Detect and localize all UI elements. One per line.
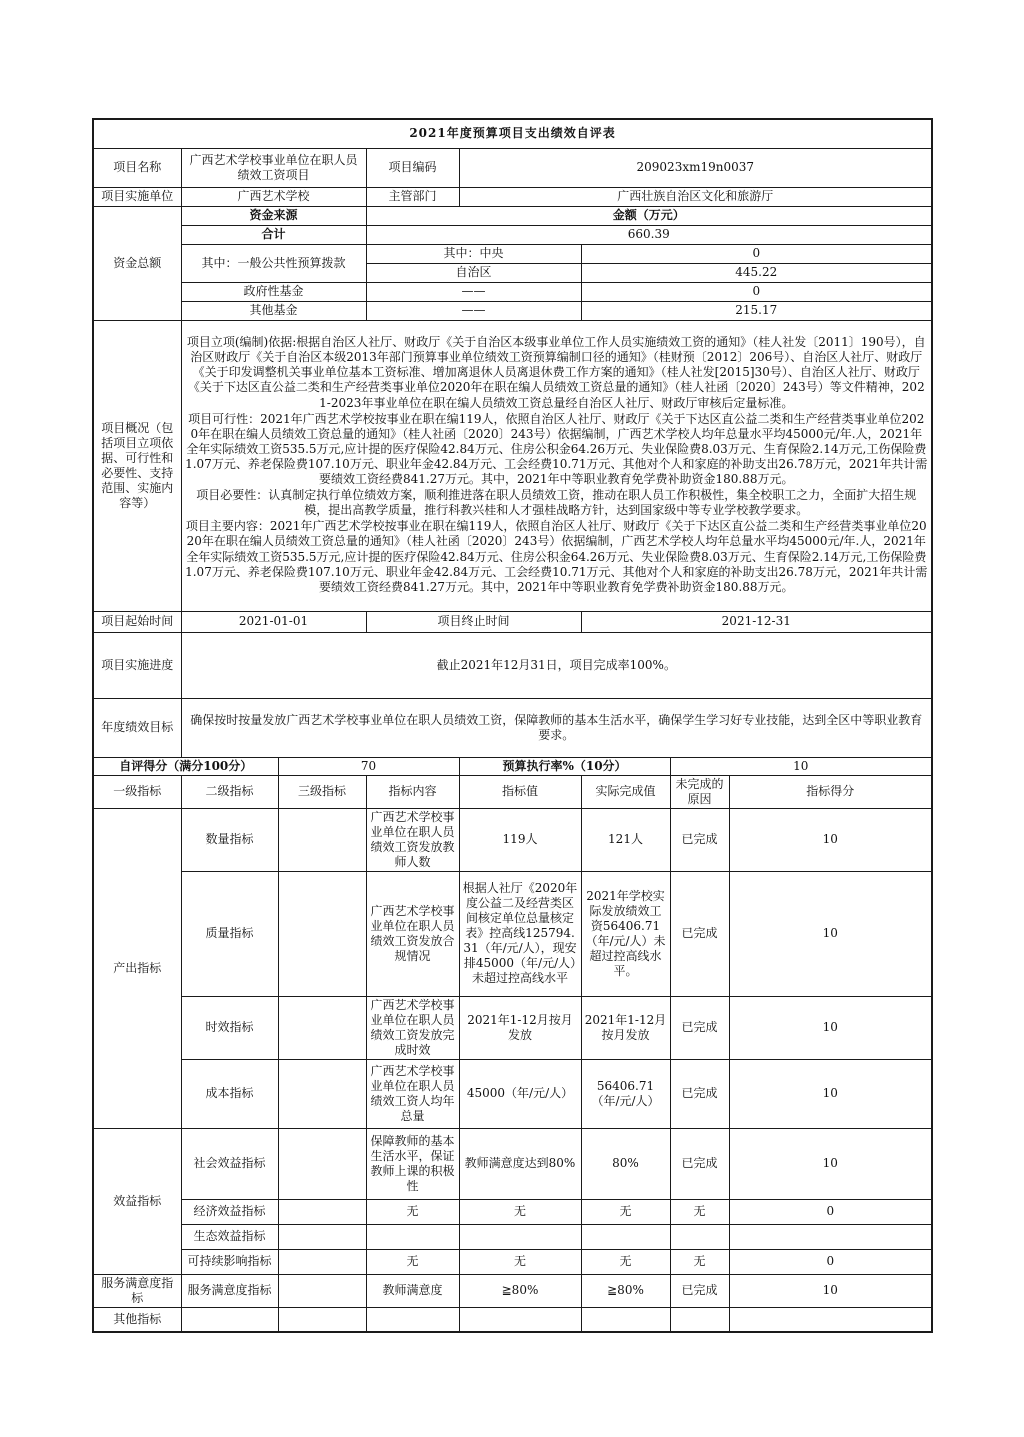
- indicator-score: 10: [729, 1274, 932, 1307]
- indicator-score: 10: [729, 808, 932, 871]
- table-row: [93, 808, 932, 871]
- project-name-label: 项目名称: [93, 148, 181, 187]
- indicator-reason: 已完成: [670, 871, 729, 996]
- overview-content: [181, 320, 932, 611]
- evaluation-table: [92, 118, 933, 1333]
- indicator-level3: [278, 1249, 366, 1274]
- indicator-target: [459, 1307, 581, 1332]
- project-code-value: 209023xm19n0037: [459, 148, 932, 187]
- funding-region-value: 445.22: [581, 263, 932, 282]
- funding-otherfund-label: 其他基金: [181, 301, 366, 320]
- overview-label: 项目概况（包括项目立项依据、可行性和必要性、支持范围、实施内容等）: [93, 320, 181, 611]
- funding-general-label: 其中：一般公共性预算拨款: [181, 244, 366, 282]
- header-level1: 一级指标: [93, 775, 181, 808]
- indicator-level3: [278, 1059, 366, 1128]
- table-row: [93, 1274, 932, 1307]
- indicator-target: 45000（年/元/人）: [459, 1059, 581, 1128]
- indicator-score: [729, 1307, 932, 1332]
- indicator-level3: [278, 808, 366, 871]
- indicator-score: [729, 1224, 932, 1249]
- indicator-target: 2021年1-12月按月发放: [459, 996, 581, 1059]
- indicator-actual: 56406.71 （年/元/人）: [581, 1059, 670, 1128]
- funding-region-label: 自治区: [366, 263, 581, 282]
- indicator-actual: 无: [581, 1199, 670, 1224]
- indicator-level2: 经济效益指标: [181, 1199, 278, 1224]
- funding-row-label: 资金总额: [93, 206, 181, 320]
- indicator-actual: ≧80%: [581, 1274, 670, 1307]
- indicator-level3: [278, 1274, 366, 1307]
- indicator-content: 广西艺术学校事业单位在职人员绩效工资发放合规情况: [366, 871, 459, 996]
- indicator-content: 教师满意度: [366, 1274, 459, 1307]
- start-date-value: 2021-01-01: [181, 611, 366, 632]
- indicator-level2: 质量指标: [181, 871, 278, 996]
- indicator-actual: [581, 1307, 670, 1332]
- table-row: [93, 1249, 932, 1274]
- annual-goal-label: 年度绩效目标: [93, 698, 181, 757]
- indicator-target: 根据人社厅《2020年度公益二及经营类区间核定单位总量核定表》控高线125794.31（年/元/人），现安排45000（年/元/人）未超过控高线水平: [459, 871, 581, 996]
- indicator-level2: 数量指标: [181, 808, 278, 871]
- budget-rate-label: 预算执行率%（10分）: [459, 757, 670, 775]
- indicator-score: 0: [729, 1199, 932, 1224]
- self-score-label: 自评得分（满分100分）: [93, 757, 278, 775]
- funding-source-header: 资金来源: [181, 206, 366, 225]
- indicator-level3: [278, 1224, 366, 1249]
- budget-rate-value: 10: [670, 757, 932, 775]
- header-level3: 三级指标: [278, 775, 366, 808]
- indicator-level2: 可持续影响指标: [181, 1249, 278, 1274]
- annual-goal-value: 确保按时按量发放广西艺术学校事业单位在职人员绩效工资，保障教师的基本生活水平，确保学生学习好专业技能，达到全区中等职业教育要求。: [181, 698, 932, 757]
- indicator-content: 保障教师的基本生活水平，保证教师上课的积极性: [366, 1128, 459, 1199]
- indicator-actual: 2021年学校实际发放绩效工资56406.71 （年/元/人）未超过控高线水平。: [581, 871, 670, 996]
- indicator-score: 10: [729, 871, 932, 996]
- indicator-level2: 成本指标: [181, 1059, 278, 1128]
- indicator-target: 无: [459, 1249, 581, 1274]
- group-label-satisfaction: 服务满意度指标: [93, 1274, 181, 1307]
- project-code-label: 项目编码: [366, 148, 459, 187]
- indicator-reason: 已完成: [670, 996, 729, 1059]
- end-date-value: 2021-12-31: [581, 611, 932, 632]
- funding-otherfund-value: 215.17: [581, 301, 932, 320]
- header-level2: 二级指标: [181, 775, 278, 808]
- funding-amount-header: 金额（万元）: [366, 206, 932, 225]
- indicator-level3: [278, 1307, 366, 1332]
- indicator-level3: [278, 871, 366, 996]
- funding-govfund-value: 0: [581, 282, 932, 301]
- indicator-level2: [181, 1307, 278, 1332]
- table-row: [93, 1307, 932, 1332]
- indicator-reason: [670, 1307, 729, 1332]
- indicator-target: ≧80%: [459, 1274, 581, 1307]
- header-score: 指标得分: [729, 775, 932, 808]
- table-row: [93, 871, 932, 996]
- indicator-level3: [278, 996, 366, 1059]
- implement-unit-value: 广西艺术学校: [181, 187, 366, 206]
- indicator-reason: 已完成: [670, 1274, 729, 1307]
- indicator-content: [366, 1307, 459, 1332]
- indicator-target: [459, 1224, 581, 1249]
- progress-value: 截止2021年12月31日，项目完成率100%。: [181, 632, 932, 698]
- project-name-value: 广西艺术学校事业单位在职人员绩效工资项目: [181, 148, 366, 187]
- indicator-actual: [581, 1224, 670, 1249]
- self-score-value: 70: [278, 757, 459, 775]
- group-label-benefit: 效益指标: [93, 1128, 181, 1274]
- indicator-content: 广西艺术学校事业单位在职人员绩效工资发放教师人数: [366, 808, 459, 871]
- indicator-level2: 服务满意度指标: [181, 1274, 278, 1307]
- overview-paragraph-content: 项目主要内容：2021年广西艺术学校按事业在职在编119人，依照自治区人社厅、财政厅《关于下达区直公益二类和生产经营类事业单位2020年在职在编人员绩效工资总量的通知》（桂人社函〔2020〕243号）依据编制，广西艺术学校人均年总量水平均45000元/年.人，2021年全年实际绩效工资535.5万元,应计提的医疗保险42.84万元、住房公积金64.26万元、失业保险费8.03万元、生育保险2.14万元,工伤保险费1.07万元、养老保险费107.10万元、职业年金42.84万元、工会经费10.71万元、其他对个人和家庭的补助支出26.78万元，2021年共计需要绩效工资经费841.27万元。其中，2021年中等职业教育免学费补助资金180.88万元。: [185, 519, 928, 594]
- funding-govfund-label: 政府性基金: [181, 282, 366, 301]
- indicator-level3: [278, 1199, 366, 1224]
- indicator-reason: 无: [670, 1249, 729, 1274]
- indicator-content: 广西艺术学校事业单位在职人员绩效工资人均年总量: [366, 1059, 459, 1128]
- progress-label: 项目实施进度: [93, 632, 181, 698]
- funding-central-label: 其中：中央: [366, 244, 581, 263]
- group-label-output: 产出指标: [93, 808, 181, 1128]
- header-target: 指标值: [459, 775, 581, 808]
- indicator-actual: 80%: [581, 1128, 670, 1199]
- indicator-actual: 2021年1-12月按月发放: [581, 996, 670, 1059]
- dept-label: 主管部门: [366, 187, 459, 206]
- start-date-label: 项目起始时间: [93, 611, 181, 632]
- indicator-content: 无: [366, 1199, 459, 1224]
- indicator-score: 10: [729, 1128, 932, 1199]
- overview-paragraph-basis: 项目立项(编制)依据:根据自治区人社厅、财政厅《关于自治区本级事业单位工作人员实施绩效工资的通知》（桂人社发〔2011〕190号），自治区财政厅《关于自治区本级2013年部门预算事业单位绩效工资预算编制口径的通知》（桂财预〔2012〕206号）、自治区人社厅、财政厅《关于印发调整机关事业单位基本工资标准、增加离退休人员离退休费工作方案的通知》（桂人社发[2015]30号）、自治区人社厅、财政厅《关于下达区直公益二类和生产经营类事业单位2020年在职在编人员绩效工资总量的通知》（桂人社函〔2020〕243号）等文件精神，2021-2023年事业单位在职在编人员绩效工资总量经自治区人社厅、财政厅审核后定量标准。: [186, 335, 926, 410]
- table-row: [93, 1059, 932, 1128]
- funding-otherfund-dash: ——: [366, 301, 581, 320]
- indicator-reason: 已完成: [670, 1059, 729, 1128]
- indicator-level2: 社会效益指标: [181, 1128, 278, 1199]
- indicator-level2: 时效指标: [181, 996, 278, 1059]
- indicator-target: 119人: [459, 808, 581, 871]
- indicator-level2: 生态效益指标: [181, 1224, 278, 1249]
- indicator-actual: 121人: [581, 808, 670, 871]
- indicator-content: 无: [366, 1249, 459, 1274]
- dept-value: 广西壮族自治区文化和旅游厅: [459, 187, 932, 206]
- table-row: [93, 996, 932, 1059]
- funding-total-label: 合计: [181, 225, 366, 244]
- group-label-other: 其他指标: [93, 1307, 181, 1332]
- indicator-reason: [670, 1224, 729, 1249]
- page-title: 2021年度预算项目支出绩效自评表: [93, 119, 932, 148]
- table-row: [93, 1128, 932, 1199]
- overview-paragraph-necessity: 项目必要性：认真制定执行单位绩效方案，顺利推进落在职人员绩效工资，推动在职人员工作积极性，集全校职工之力，全面扩大招生规模，提出高教学质量，推行科教兴桂和人才强桂战略方针，达到国家级中等专业学校教学要求。: [196, 488, 917, 518]
- indicator-score: 10: [729, 1059, 932, 1128]
- funding-central-value: 0: [581, 244, 932, 263]
- end-date-label: 项目终止时间: [366, 611, 581, 632]
- header-actual: 实际完成值: [581, 775, 670, 808]
- overview-paragraph-feasibility: 项目可行性：2021年广西艺术学校按事业在职在编119人，依照自治区人社厅、财政厅《关于下达区直公益二类和生产经营类事业单位2020年在职在编人员绩效工资总量的通知》（桂人社函〔2020〕243号）依据编制，广西艺术学校人均年总量水平均45000元/年.人，2021年全年实际绩效工资535.5万元,应计提的医疗保险42.84万元、住房公积金64.26万元、失业保险费8.03万元、生育保险2.14万元,工伤保险费1.07万元、养老保险费107.10万元、职业年金42.84万元、工会经费10.71万元、其他对个人和家庭的补助支出26.78万元，2021年共计需要绩效工资经费841.27万元。其中，2021年中等职业教育免学费补助资金180.88万元。: [185, 411, 928, 487]
- indicator-content: [366, 1224, 459, 1249]
- indicator-target: 教师满意度达到80%: [459, 1128, 581, 1199]
- header-reason: 未完成的原因: [670, 775, 729, 808]
- table-row: [93, 1199, 932, 1224]
- indicator-target: 无: [459, 1199, 581, 1224]
- indicator-reason: 已完成: [670, 808, 729, 871]
- indicator-level3: [278, 1128, 366, 1199]
- implement-unit-label: 项目实施单位: [93, 187, 181, 206]
- indicator-reason: 无: [670, 1199, 729, 1224]
- funding-total-value: 660.39: [366, 225, 932, 244]
- header-content: 指标内容: [366, 775, 459, 808]
- indicator-score: 10: [729, 996, 932, 1059]
- indicator-reason: 已完成: [670, 1128, 729, 1199]
- funding-govfund-dash: ——: [366, 282, 581, 301]
- indicator-score: 0: [729, 1249, 932, 1274]
- indicator-actual: 无: [581, 1249, 670, 1274]
- table-row: [93, 1224, 932, 1249]
- indicator-content: 广西艺术学校事业单位在职人员绩效工资发放完成时效: [366, 996, 459, 1059]
